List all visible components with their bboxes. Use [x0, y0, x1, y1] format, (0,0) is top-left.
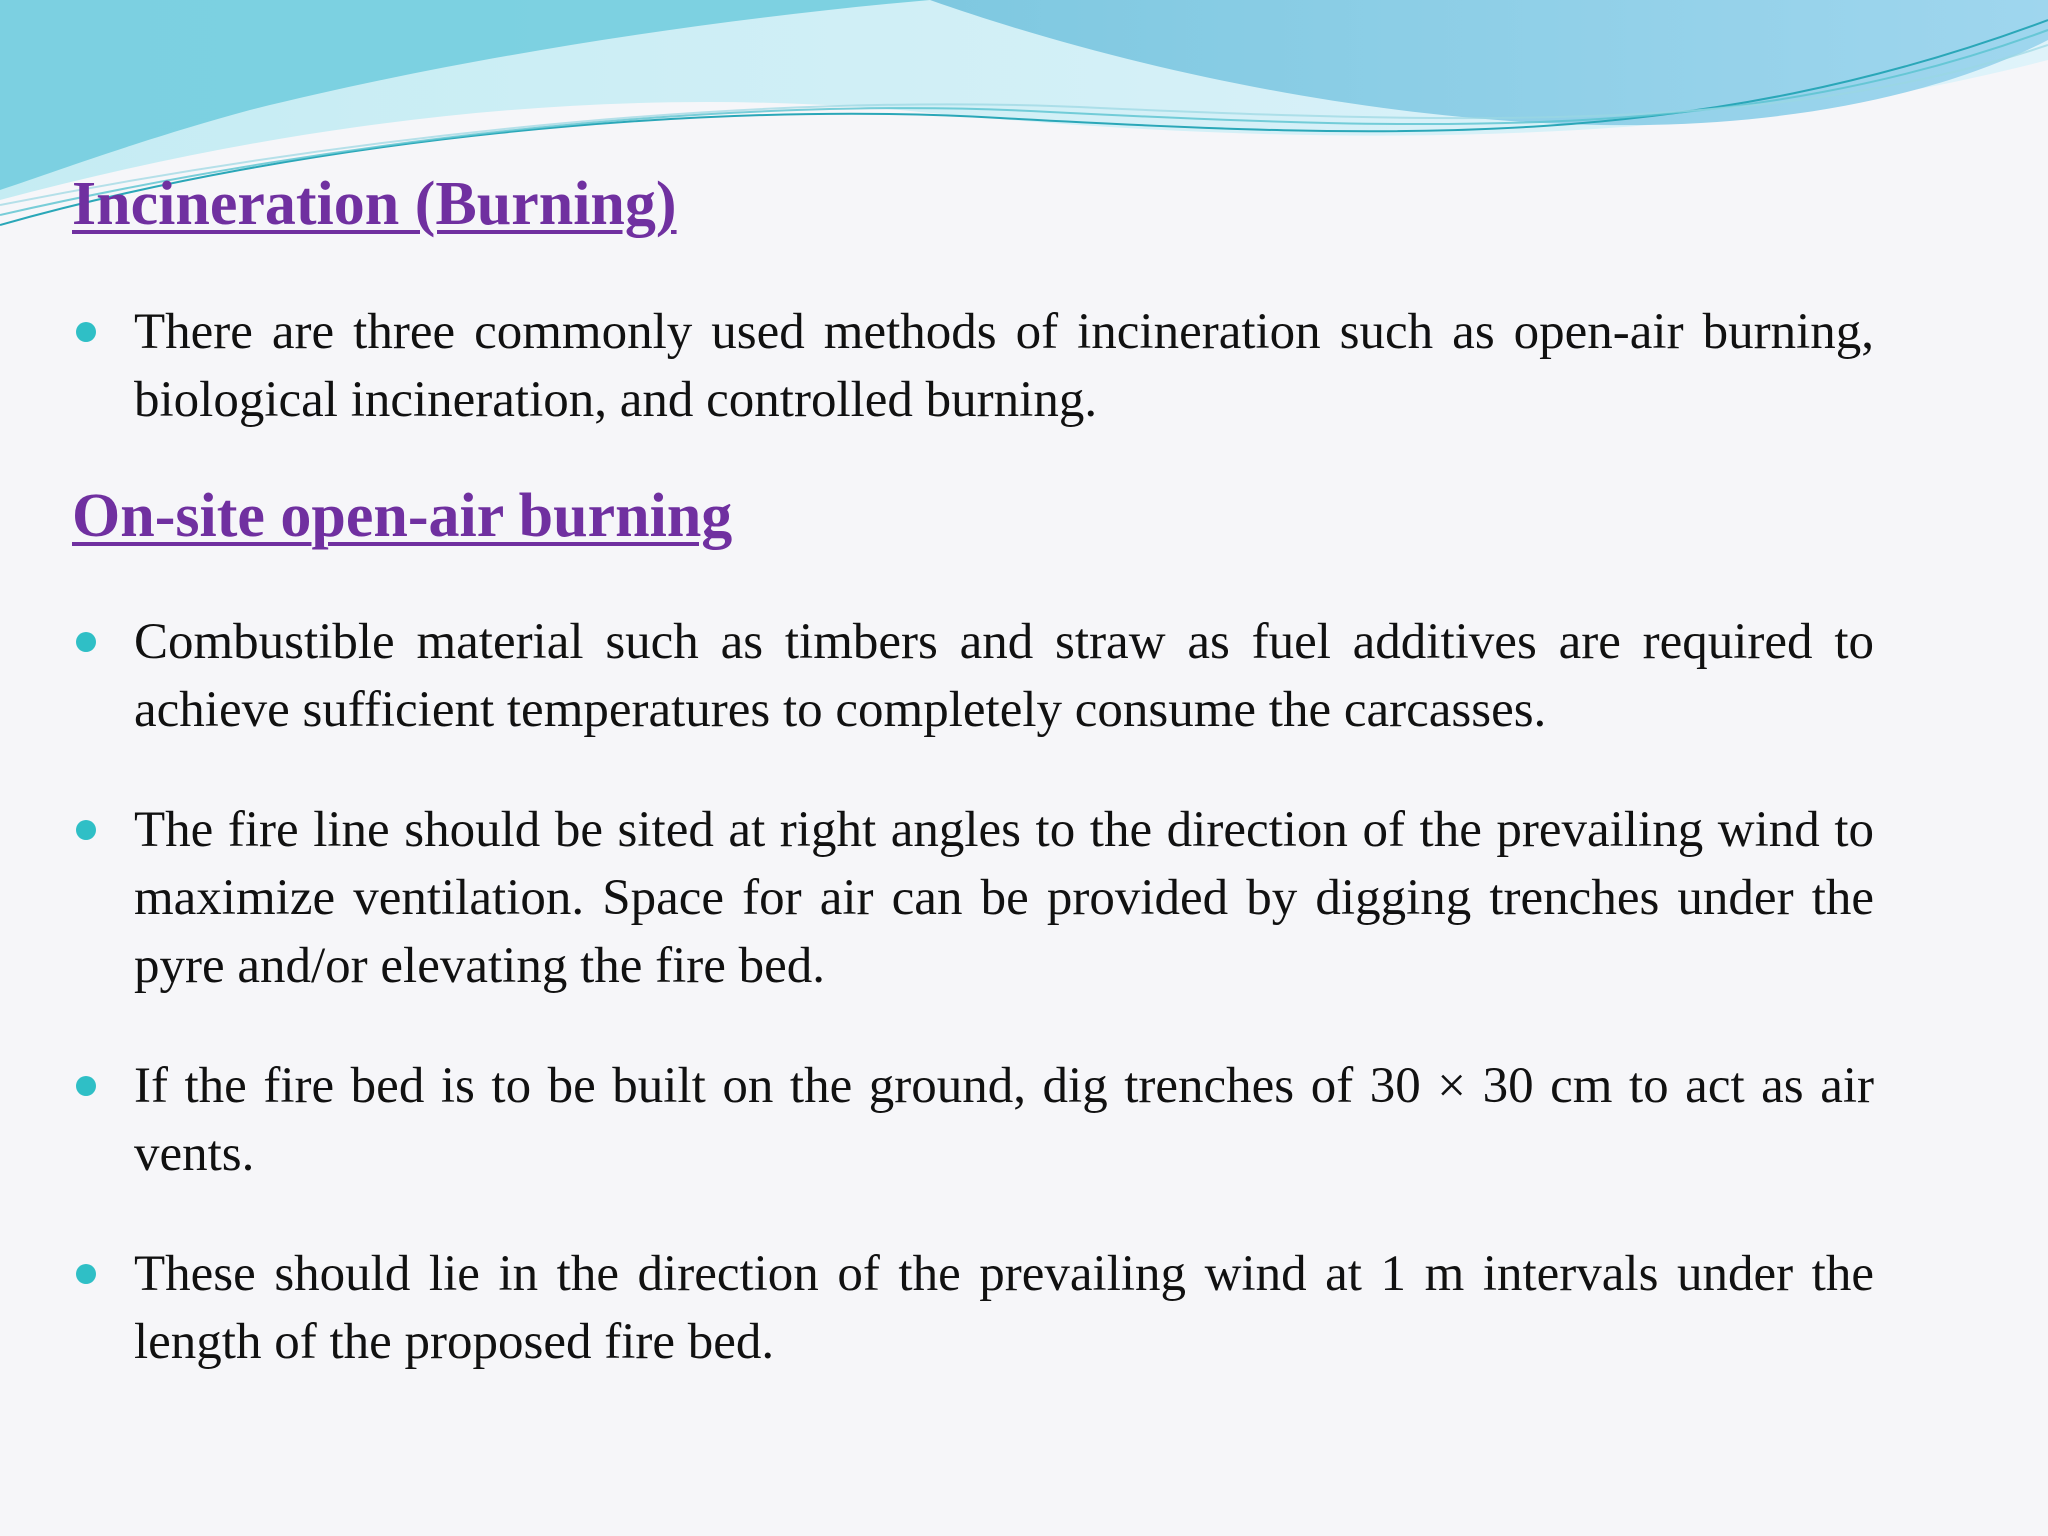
bullet-text: The fire line should be sited at right angles to the direction of the prevailing wind to maximize ventilation. Space for air can be provided by digging trenches under the pyre and/or elevating the fire bed. — [134, 802, 1874, 994]
section-heading-incineration: Incineration (Burning) — [72, 170, 677, 238]
section-heading-open-air-burning: On-site open-air burning — [72, 482, 733, 550]
bullet-text: Combustible material such as timbers and straw as fuel additives are required to achieve sufficient temperatures to completely consume the carcasses. — [134, 614, 1874, 738]
bullet-item — [72, 796, 1874, 1000]
bullet-item — [72, 1052, 1874, 1188]
bullet-dot-icon — [76, 632, 96, 652]
bullet-text: There are three commonly used methods of incineration such as open-air burning, biological incineration, and controlled burning. — [134, 304, 1874, 428]
bullet-list-incineration — [72, 298, 1874, 434]
bullet-text: If the fire bed is to be built on the ground, dig trenches of 30 × 30 cm to act as air vents. — [134, 1058, 1874, 1182]
bullet-dot-icon — [76, 820, 96, 840]
bullet-item — [72, 608, 1874, 744]
bullet-item — [72, 298, 1874, 434]
bullet-text: These should lie in the direction of the prevailing wind at 1 m intervals under the length of the proposed fire bed. — [134, 1246, 1874, 1370]
bullet-dot-icon — [76, 1264, 96, 1284]
bullet-item — [72, 1240, 1874, 1376]
bullet-dot-icon — [76, 1076, 96, 1096]
bullet-list-open-air-burning — [72, 608, 1874, 1376]
bullet-dot-icon — [76, 322, 96, 342]
slide-content — [72, 168, 1874, 1376]
